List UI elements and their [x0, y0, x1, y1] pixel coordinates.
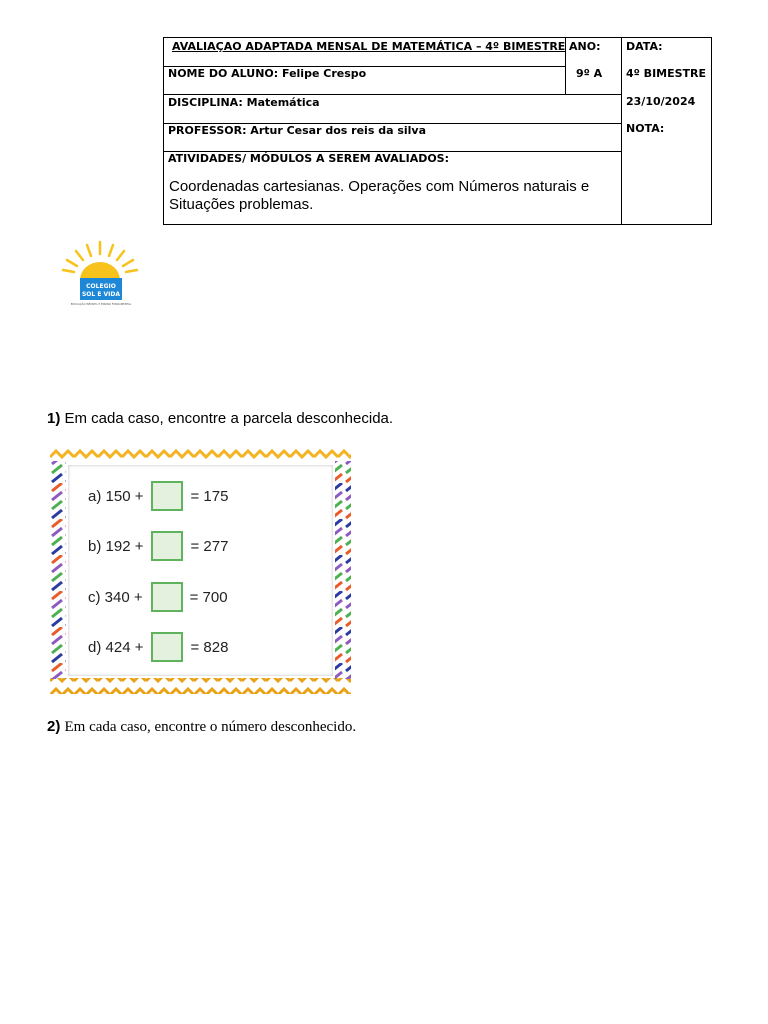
item-b-left: b) 192 +: [88, 537, 144, 555]
data-label: DATA:: [626, 40, 663, 53]
activities-text: Coordenadas cartesianas. Operações com Números naturais e Situações problemas.: [169, 178, 590, 213]
item-c: [88, 582, 228, 612]
answer-box-c[interactable]: [151, 582, 183, 612]
student-name: NOME DO ALUNO: Felipe Crespo: [168, 67, 367, 80]
item-a-right: = 175: [190, 487, 229, 505]
logo-line1: COLEGIO: [86, 283, 116, 290]
divider: [621, 38, 622, 225]
item-d-right: = 828: [190, 638, 229, 656]
ano-value: 9º A: [576, 67, 603, 80]
item-d-left: d) 424 +: [88, 638, 144, 656]
exam-title: AVALIAÇAO ADAPTADA MENSAL DE MATEMÁTICA – 4º BIMESTRE: [172, 40, 566, 53]
exercise-panel: [68, 465, 333, 676]
divider: [164, 94, 621, 95]
item-b: [88, 531, 228, 561]
question-1-text: Em cada caso, encontre a parcela desconhecida.: [64, 410, 394, 427]
question-2: [47, 718, 356, 736]
discipline: DISCIPLINA: Matemática: [168, 96, 320, 109]
school-logo: [60, 240, 142, 308]
item-d: [88, 632, 228, 662]
activities-label: ATIVIDADES/ MÓDULOS A SEREM AVALIADOS:: [168, 152, 450, 165]
item-c-left: c) 340 +: [88, 588, 143, 606]
logo-tagline: EDUCAÇÃO INFANTIL E ENSINO FUNDAMENTAL: [70, 303, 132, 306]
question-2-number: 2): [47, 718, 61, 735]
answer-box-b[interactable]: [151, 531, 183, 561]
answer-box-a[interactable]: [151, 481, 183, 511]
bimestre-value: 4º BIMESTRE: [626, 67, 707, 80]
logo-line2: SOL E VIDA: [81, 291, 121, 298]
question-1-number: 1): [47, 410, 61, 427]
nota-label: NOTA:: [626, 122, 665, 135]
item-b-right: = 277: [190, 537, 229, 555]
exercise-frame: [50, 447, 351, 694]
item-a: [88, 481, 228, 511]
date-value: 23/10/2024: [626, 95, 696, 108]
question-2-text: Em cada caso, encontre o número desconhecido.: [64, 719, 357, 735]
teacher: PROFESSOR: Artur Cesar dos reis da silva: [168, 124, 427, 137]
header-table: [163, 37, 712, 225]
item-a-left: a) 150 +: [88, 487, 144, 505]
sun-icon: [60, 240, 142, 308]
question-1: [47, 410, 393, 427]
answer-box-d[interactable]: [151, 632, 183, 662]
item-c-right: = 700: [189, 588, 228, 606]
ano-label: ANO:: [569, 40, 601, 53]
